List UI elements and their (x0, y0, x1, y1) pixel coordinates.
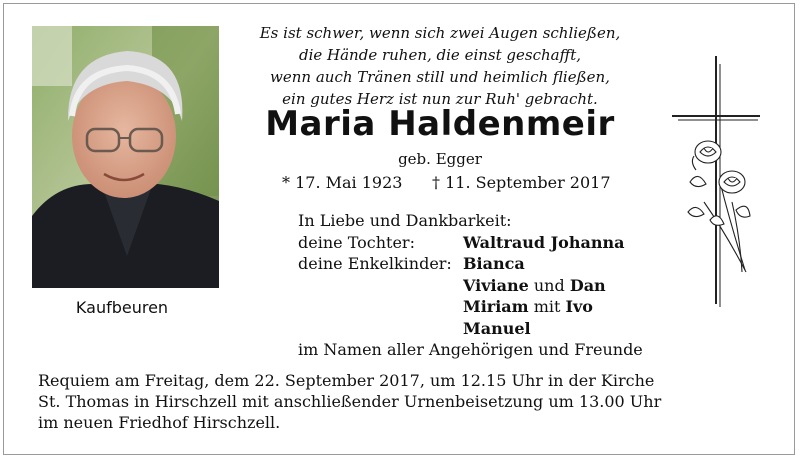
daughter-name: Waltraud Johanna (463, 232, 625, 252)
grandchild-name: Viviane (463, 275, 529, 295)
cross-with-roses-icon (670, 52, 770, 312)
join-word: mit (533, 297, 561, 316)
deceased-name: Maria Haldenmeir (265, 104, 615, 144)
grandchild-pair (463, 296, 593, 318)
requiem-line: im neuen Friedhof Hirschzell. (38, 413, 281, 432)
place-label: Kaufbeuren (75, 298, 169, 317)
requiem-line: St. Thomas in Hirschzell mit anschließender Urnenbeisetzung um 13.00 Uhr (38, 392, 662, 411)
poem-line: wenn auch Tränen still und heimlich fließen, (270, 68, 610, 86)
portrait-photo (32, 26, 219, 288)
grandchild-name: Bianca (463, 254, 525, 273)
poem-line: ein gutes Herz ist nun zur Ruh' gebracht. (282, 90, 598, 108)
requiem-notice (38, 370, 758, 433)
grandchild-name: Miriam (463, 297, 529, 316)
grandchild-pair (463, 275, 606, 297)
requiem-line: Requiem am Freitag, dem 22. September 2017, um 12.15 Uhr in der Kirche (38, 371, 655, 390)
poem-line: Es ist schwer, wenn sich zwei Augen schließen, (259, 24, 621, 42)
join-word: und (533, 275, 565, 295)
death-date: † 11. September 2017 (432, 173, 611, 192)
partner-name: Dan (569, 275, 606, 295)
poem (240, 22, 640, 110)
grandchild-name: Manuel (463, 318, 531, 338)
partner-name: Ivo (565, 297, 593, 316)
family-list (298, 210, 678, 361)
grandchildren-label: deine Enkelkinder: (298, 254, 452, 273)
daughter-label: deine Tochter: (298, 232, 415, 252)
poem-line: die Hände ruhen, die einst geschafft, (298, 46, 582, 64)
family-intro: In Liebe und Dankbarkeit: (298, 211, 512, 230)
maiden-name: geb. Egger (398, 150, 482, 168)
family-closing: im Namen aller Angehörigen und Freunde (298, 340, 643, 359)
birth-date: * 17. Mai 1923 (282, 173, 403, 192)
